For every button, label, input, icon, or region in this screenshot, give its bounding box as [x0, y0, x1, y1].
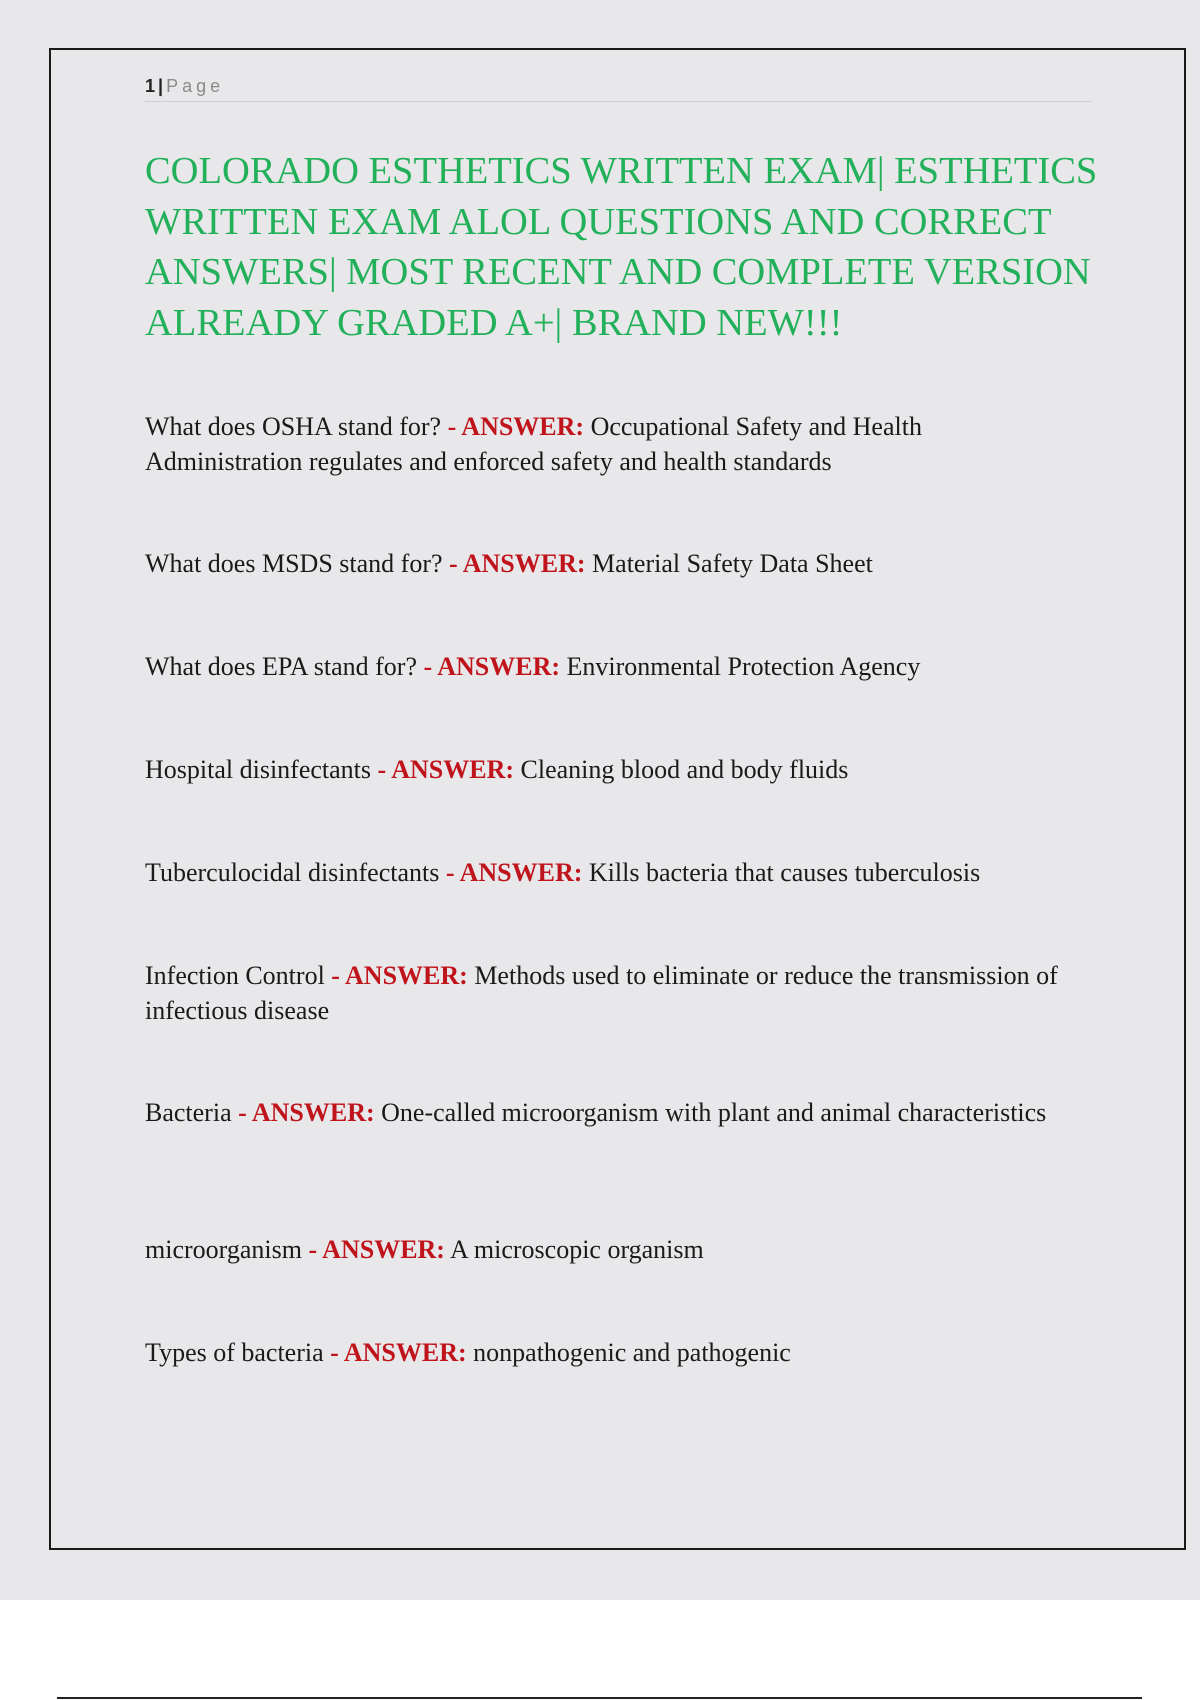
- answer-marker: - ANSWER:: [423, 652, 561, 681]
- answer-text: One-called microorganism with plant and animal characteristics: [381, 1098, 1047, 1127]
- question-text: What does EPA stand for?: [145, 652, 417, 681]
- answer-text: A microscopic organism: [450, 1235, 704, 1264]
- answer-marker: - ANSWER:: [238, 1098, 375, 1127]
- question-text: microorganism: [145, 1235, 302, 1264]
- qa-item: [145, 1335, 1075, 1370]
- answer-marker: - ANSWER:: [377, 755, 515, 784]
- answer-text: Methods used to eliminate or reduce the transmission of infectious disease: [145, 961, 1058, 1025]
- page-label: Page: [166, 76, 225, 96]
- question-text: Hospital disinfectants: [145, 755, 372, 784]
- answer-marker: - ANSWER:: [449, 549, 586, 578]
- qa-item: [145, 546, 1075, 581]
- page-number: 1: [145, 76, 156, 96]
- question-text: Tuberculocidal disinfectants: [145, 858, 440, 887]
- answer-marker: - ANSWER:: [330, 1338, 467, 1367]
- answer-text: Occupational Safety and Health Administration regulates and enforced safety and health standards: [145, 412, 922, 476]
- question-text: What does OSHA stand for?: [145, 412, 442, 441]
- qa-item: [145, 855, 1075, 890]
- question-text: Bacteria: [145, 1098, 232, 1127]
- answer-marker: - ANSWER:: [331, 961, 468, 990]
- answer-text: Environmental Protection Agency: [566, 652, 921, 681]
- question-text: Types of bacteria: [145, 1338, 324, 1367]
- document-title: COLORADO ESTHETICS WRITTEN EXAM| ESTHETICS WRITTEN EXAM ALOL QUESTIONS AND CORRECT ANSWERS| MOST RECENT AND COMPLETE VERSION ALREADY GRADED A+| BRAND NEW!!!: [145, 150, 1098, 344]
- qa-item: [145, 752, 1075, 787]
- answer-text: nonpathogenic and pathogenic: [473, 1338, 791, 1367]
- qa-item: [145, 409, 1075, 479]
- answer-marker: - ANSWER:: [447, 412, 585, 441]
- qa-item: [145, 1232, 1075, 1267]
- answer-marker: - ANSWER:: [308, 1235, 445, 1264]
- answer-text: Kills bacteria that causes tuberculosis: [588, 858, 981, 887]
- page-header: [145, 72, 1092, 102]
- qa-item: [145, 958, 1075, 1028]
- answer-marker: - ANSWER:: [445, 858, 583, 887]
- answer-text: Cleaning blood and body fluids: [520, 755, 849, 784]
- qa-item: [145, 1095, 1075, 1130]
- qa-item: [145, 649, 1075, 684]
- question-text: Infection Control: [145, 961, 325, 990]
- page-number-separator: |: [158, 76, 164, 96]
- next-page-rule: [57, 1697, 1142, 1699]
- question-text: What does MSDS stand for?: [145, 549, 443, 578]
- answer-text: Material Safety Data Sheet: [592, 549, 873, 578]
